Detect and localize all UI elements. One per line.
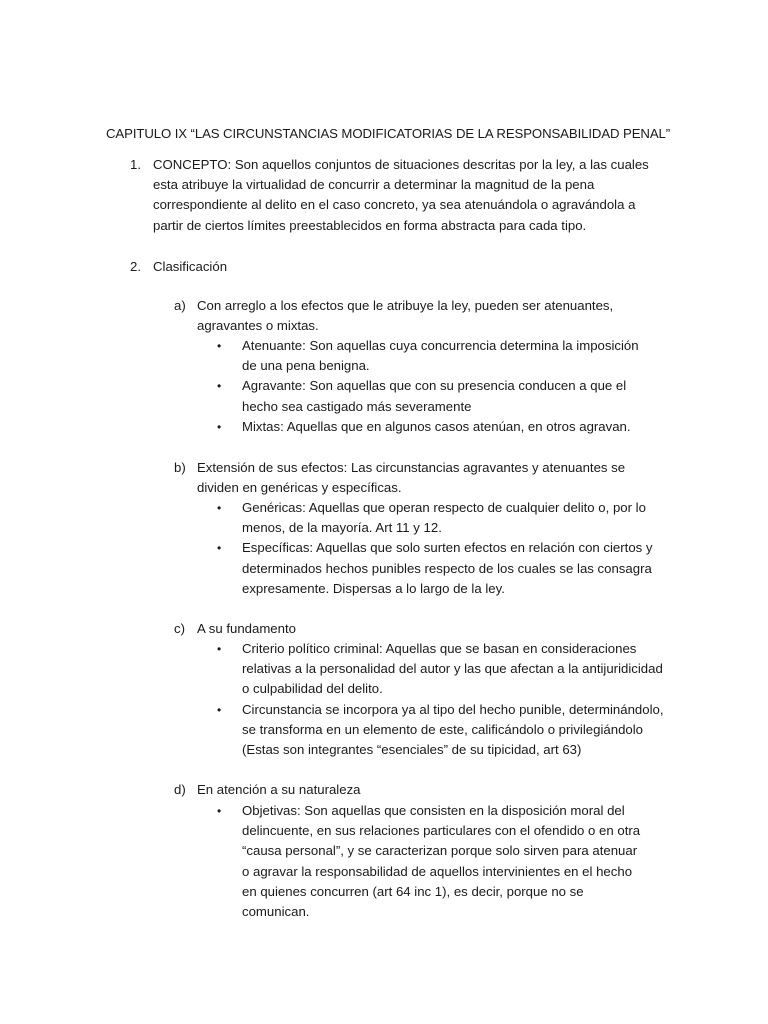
chapter-title: CAPITULO IX “LAS CIRCUNSTANCIAS MODIFICATORIAS DE LA RESPONSABILIDAD PENAL” xyxy=(106,126,671,141)
sub-letter: b) xyxy=(174,460,186,475)
list-item xyxy=(217,417,647,437)
subsection-a-bullets xyxy=(217,336,647,437)
subsection-a-text: Con arreglo a los efectos que le atribuye la ley, pueden ser atenuantes, agravantes o mixtas. xyxy=(197,298,614,334)
sub-letter: c) xyxy=(174,621,185,636)
bullet-icon: • xyxy=(217,541,222,556)
sub-letter: a) xyxy=(174,298,186,313)
list-item-text: Agravante: Son aquellas que con su presencia conducen a que el hecho sea castigado más severamente xyxy=(242,378,627,414)
item-number: 1. xyxy=(130,157,141,172)
subsection-c-text: A su fundamento xyxy=(197,621,296,636)
subsection-c-bullets xyxy=(217,639,667,760)
subsection-b-bullets xyxy=(217,498,657,599)
list-item xyxy=(217,801,642,922)
list-item-text: Objetivas: Son aquellas que consisten en la disposición moral del delincuente, en sus relaciones particulares con el ofendido o en otra “causa personal”, y se caracterizan porque solo sirven para atenuar o agravar la responsabilidad de aquellos intervinientes en el hecho en quienes concurren (art 64 inc 1), es decir, porque no se comunican. xyxy=(242,803,641,920)
list-item-text: Mixtas: Aquellas que en algunos casos atenúan, en otros agravan. xyxy=(242,418,631,434)
list-item-text: Específicas: Aquellas que solo surten efectos en relación con ciertos y determinados hechos punibles respecto de los cuales se las consagra expresamente. Dispersas a lo largo de la ley. xyxy=(242,540,653,596)
list-item-text: Criterio político criminal: Aquellas que se basan en consideraciones relativas a la personalidad del autor y las que afectan a la antijuridicidad o culpabilidad del delito. xyxy=(242,641,663,697)
bullet-icon: • xyxy=(217,379,222,394)
list-item-text: Atenuante: Son aquellas cuya concurrencia determina la imposición de una pena benigna. xyxy=(242,338,639,374)
item-number: 2. xyxy=(130,259,141,274)
list-item xyxy=(217,376,647,416)
list-item-text: Circunstancia se incorpora ya al tipo del hecho punible, determinándolo, se transforma en un elemento de este, calificándolo o privilegiándolo (Estas son integrantes “esenciales” de su tipicidad, art 63) xyxy=(242,701,664,758)
list-item xyxy=(217,639,667,700)
bullet-icon: • xyxy=(217,339,222,353)
subsection-b-text: Extensión de sus efectos: Las circunstancias agravantes y atenuantes se dividen en genéricas y específicas. xyxy=(197,460,626,496)
subsection-d-text: En atención a su naturaleza xyxy=(197,782,361,797)
bullet-icon: • xyxy=(217,702,222,717)
list-item-text: Genéricas: Aquellas que operan respecto de cualquier delito o, por lo menos, de la mayoría. Art 11 y 12. xyxy=(242,500,646,536)
bullet-icon: • xyxy=(217,804,222,818)
list-item xyxy=(217,336,647,376)
sub-letter: d) xyxy=(174,782,186,797)
bullet-icon: • xyxy=(217,642,222,656)
list-item xyxy=(217,498,657,538)
list-item xyxy=(217,700,667,761)
list-item xyxy=(217,538,657,599)
concepto-text: CONCEPTO: Son aquellos conjuntos de situaciones descritas por la ley, a las cuales esta atribuye la virtualidad de concurrir a determinar la magnitud de la pena correspondiente al delito en el caso concreto, ya sea atenuándola o agravándola a partir de ciertos límites preestablecidos en forma abstracta para cada tipo. xyxy=(153,157,649,233)
bullet-icon: • xyxy=(217,419,222,434)
bullet-icon: • xyxy=(217,501,222,515)
subsection-d-bullets xyxy=(217,801,642,922)
clasificacion-heading: Clasificación xyxy=(153,259,228,274)
